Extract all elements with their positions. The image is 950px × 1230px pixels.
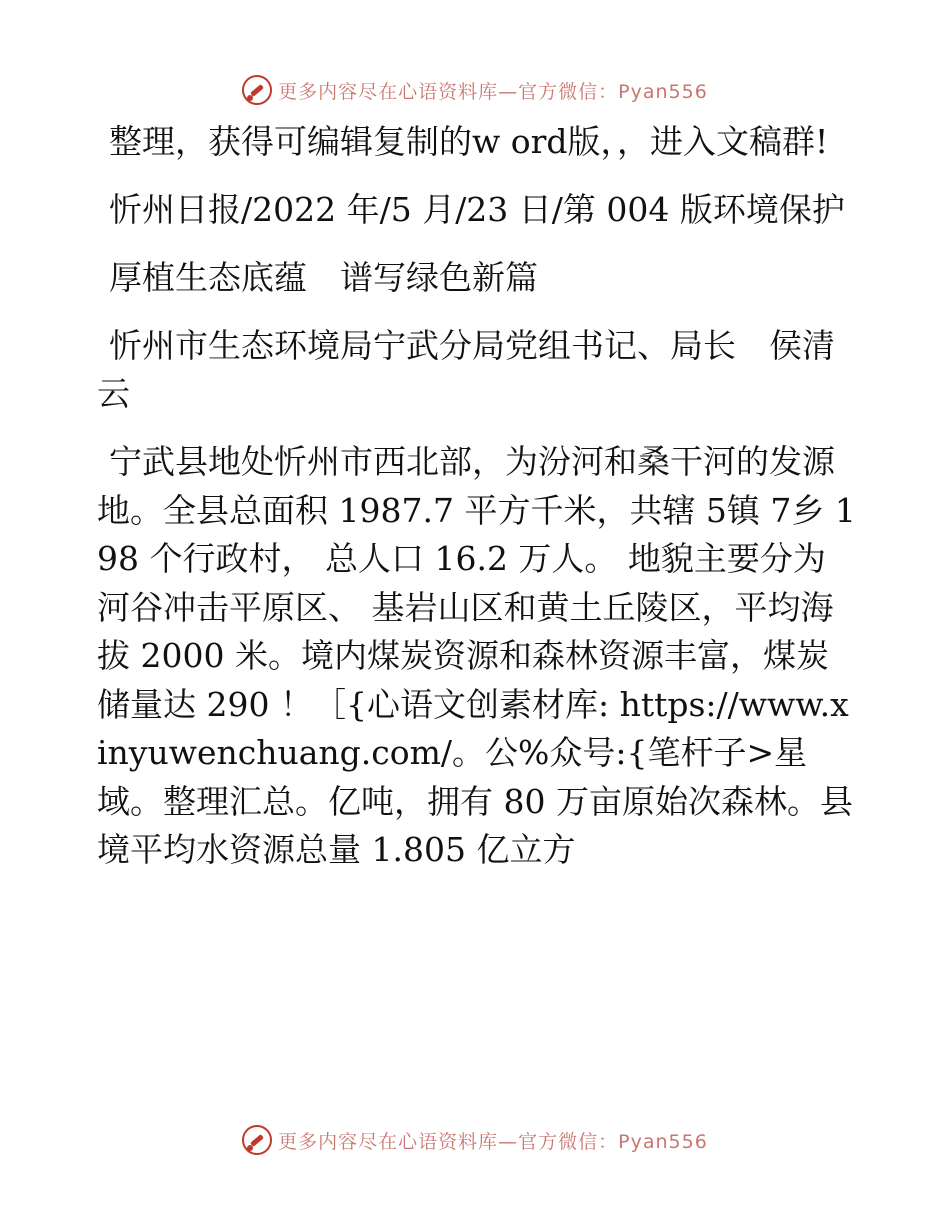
body-paragraph: 宁武县地处忻州市西北部，为汾河和桑干河的发源地。全县总面积 1987.7 平方千米，共辖 5镇 7乡 198 个行政村， 总人口 16.2 万人。 地貌主要分为河谷冲击平原区、 基岩山区和黄土丘陵区，平均海拔 2000 米。境内煤炭资源和森林资源丰富，煤炭储量达 290 ！［{心语文创素材库: https://www.xinyuwenchuang.com/。公%众号:{笔杆子>星域。整理汇总。亿吨，拥有 80 万亩原始次森林。县境平均水资源总量 1.805 亿立方 [97, 442, 856, 869]
intro-paragraph: 整理，获得可编辑复制的w ord版，，进入文稿群! [109, 122, 829, 161]
document-body [97, 118, 857, 895]
pen-logo-icon [242, 1125, 272, 1155]
footer-banner-text: 更多内容尽在心语资料库—官方微信：Pyan556 [278, 1130, 708, 1153]
footer-banner [0, 1120, 950, 1160]
header-banner-text: 更多内容尽在心语资料库—官方微信：Pyan556 [278, 80, 708, 103]
article-title: 厚植生态底蕴 谱写绿色新篇 [109, 258, 538, 297]
pen-logo-icon [242, 75, 272, 105]
source-line: 忻州日报/2022 年/5 月/23 日/第 004 版环境保护 [109, 190, 845, 229]
author-line: 忻州市生态环境局宁武分局党组书记、局长 侯清云 [97, 326, 835, 413]
header-banner [0, 70, 950, 110]
